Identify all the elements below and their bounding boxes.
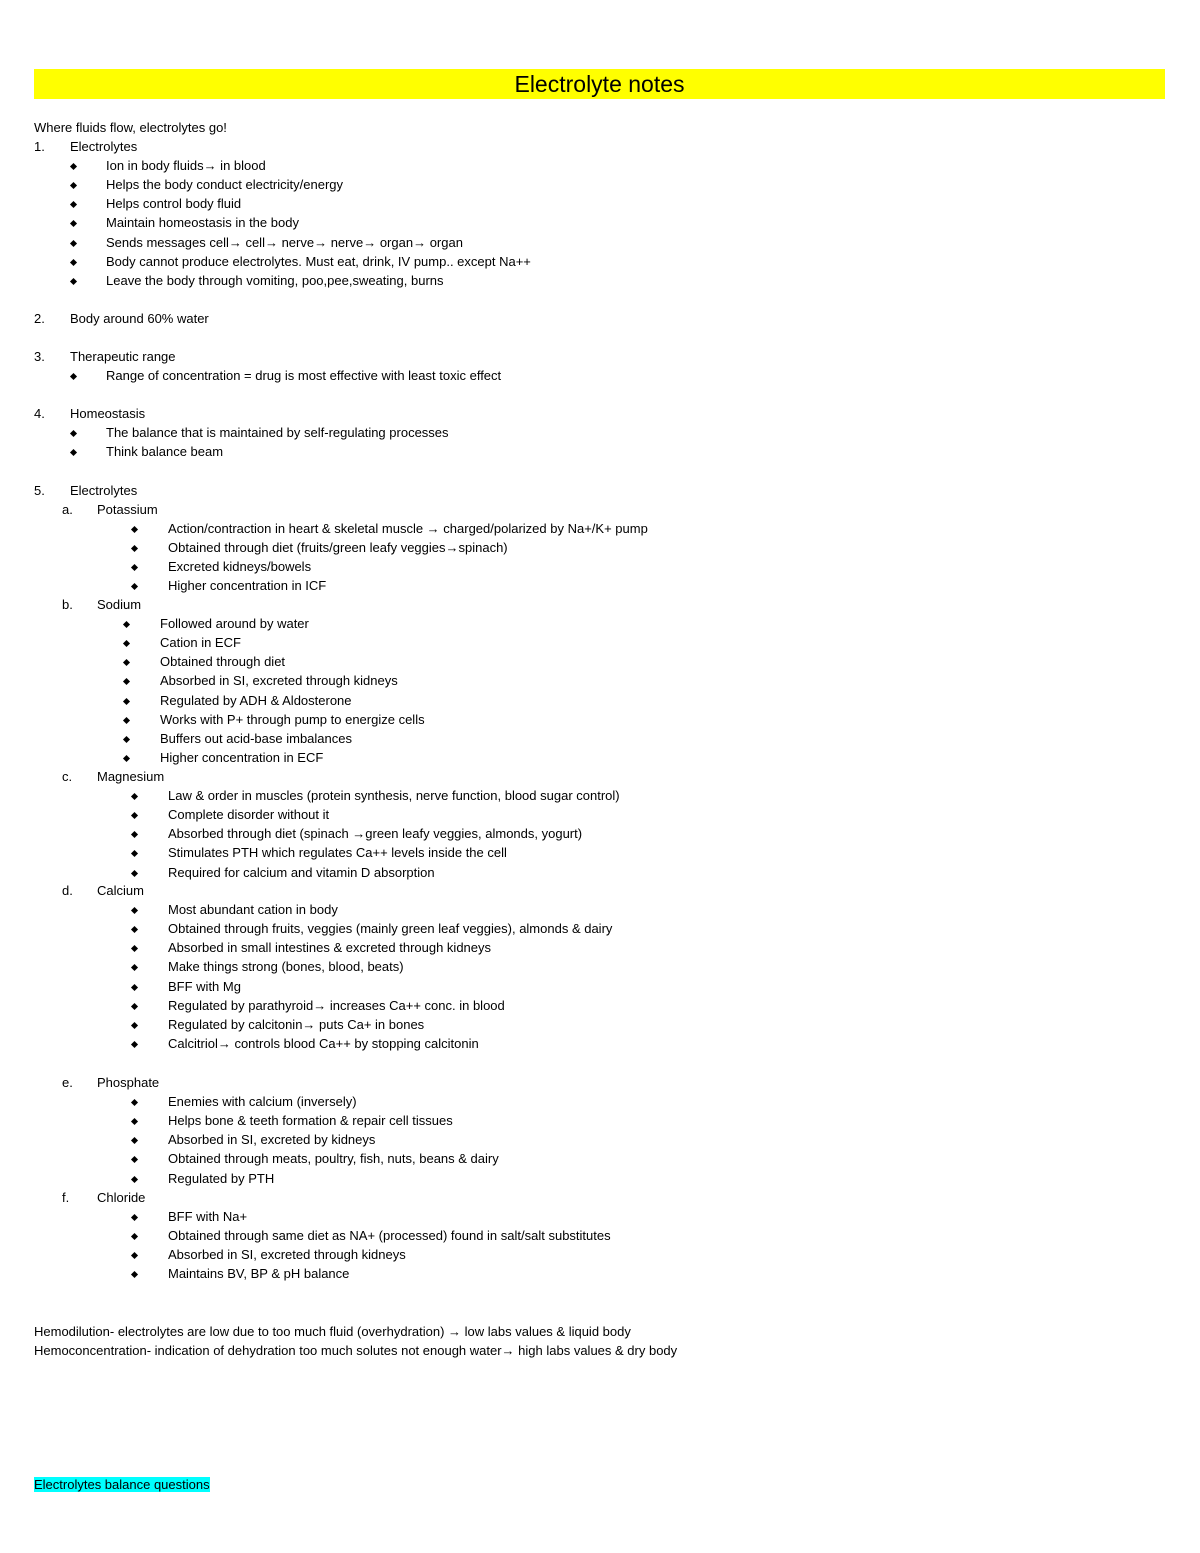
subsection-bullet: Obtained through meats, poultry, fish, nuts, beans & dairy (168, 1151, 499, 1167)
subsection-bullet: Regulated by calcitonin→ puts Ca+ in bones (168, 1016, 425, 1032)
bullet-icon (131, 1099, 138, 1106)
subsection-bullet: Followed around by water (160, 616, 309, 632)
subsection-bullet: Absorbed in SI, excreted through kidneys (168, 1247, 406, 1263)
bullet-icon (131, 831, 138, 838)
subsection-bullet: Most abundant cation in body (168, 902, 338, 918)
bullet-icon (131, 793, 138, 800)
section-bullet: Range of concentration = drug is most effective with least toxic effect (106, 368, 502, 384)
bullet-icon (123, 697, 130, 704)
section-bullet: Helps control body fluid (106, 196, 242, 212)
subsection-bullet: Make things strong (bones, blood, beats) (168, 959, 404, 975)
bullet-icon (70, 182, 77, 189)
section-bullet: Maintain homeostasis in the body (106, 215, 299, 231)
subsection-letter: b. (62, 597, 73, 612)
bullet-icon (131, 1156, 138, 1163)
section-bullet: Ion in body fluids→ in blood (106, 158, 266, 174)
bullet-icon (123, 640, 130, 647)
bullet-icon (123, 659, 130, 666)
subsection-bullet: Enemies with calcium (inversely) (168, 1094, 357, 1110)
subsection-bullet: Law & order in muscles (protein synthesis, nerve function, blood sugar control) (168, 788, 620, 804)
subsection-bullet: Obtained through diet (160, 654, 286, 670)
subsection-bullet: Buffers out acid-base imbalances (160, 730, 352, 746)
bullet-icon (131, 1137, 138, 1144)
subsection-bullet: Regulated by PTH (168, 1170, 275, 1186)
section-bullet: Sends messages cell→ cell→ nerve→ nerve→ organ→ organ (106, 234, 463, 250)
subsection-bullet: Cation in ECF (160, 635, 241, 651)
subsection-bullet: Higher concentration in ICF (168, 578, 327, 594)
footer-line-hemodilution: Hemodilution- electrolytes are low due to too much fluid (overhydration) → low labs values & liquid body (34, 1324, 631, 1339)
page-title: Electrolyte notes (34, 69, 1165, 99)
bullet-icon (70, 259, 77, 266)
subsection-bullet: Obtained through fruits, veggies (mainly green leaf veggies), almonds & dairy (168, 921, 613, 937)
bullet-icon (131, 869, 138, 876)
section-heading: Homeostasis (70, 406, 146, 421)
section-number: 4. (34, 406, 45, 421)
bullet-icon (131, 1003, 138, 1010)
section-heading: Body around 60% water (70, 311, 209, 326)
section-bullet: The balance that is maintained by self-regulating processes (106, 425, 449, 441)
subsection-bullet: Absorbed in small intestines & excreted through kidneys (168, 940, 492, 956)
section-bullet: Body cannot produce electrolytes. Must eat, drink, IV pump.. except Na++ (106, 253, 531, 269)
subsection-bullet: Regulated by ADH & Aldosterone (160, 692, 352, 708)
section-heading: Therapeutic range (70, 349, 176, 364)
subsection-letter: d. (62, 883, 73, 898)
subsection-bullet: Complete disorder without it (168, 807, 330, 823)
bullet-icon (131, 945, 138, 952)
bullet-icon (131, 1233, 138, 1240)
bullet-icon (70, 278, 77, 285)
subsection-letter: c. (62, 769, 73, 784)
subsection-bullet: Regulated by parathyroid→ increases Ca++ conc. in blood (168, 997, 505, 1013)
bullet-icon (131, 1022, 138, 1029)
subsection-bullet: Works with P+ through pump to energize cells (160, 711, 425, 727)
bullet-icon (70, 239, 77, 246)
subsection-bullet: Excreted kidneys/bowels (168, 559, 312, 575)
subsection-bullet: Action/contraction in heart & skeletal muscle → charged/polarized by Na+/K+ pump (168, 521, 648, 537)
subsection-bullet: Obtained through diet (fruits/green leafy veggies→spinach) (168, 540, 508, 556)
subsection-bullet: Absorbed in SI, excreted through kidneys (160, 673, 398, 689)
bullet-icon (123, 678, 130, 685)
subsection-bullet: Helps bone & teeth formation & repair cell tissues (168, 1113, 453, 1129)
bullet-icon (123, 717, 130, 724)
section-number: 1. (34, 139, 45, 154)
subsection-bullet: Required for calcium and vitamin D absorption (168, 864, 435, 880)
bullet-icon (131, 926, 138, 933)
section-heading: Electrolytes (70, 139, 138, 154)
footer-line-hemoconcentration: Hemoconcentration- indication of dehydration too much solutes not enough water→ high labs values & dry body (34, 1343, 678, 1358)
bullet-icon (131, 545, 138, 552)
bullet-icon (131, 812, 138, 819)
bullet-icon (131, 1118, 138, 1125)
subsection-bullet: Absorbed in SI, excreted by kidneys (168, 1132, 376, 1148)
bullet-icon (123, 621, 130, 628)
subsection-letter: f. (62, 1190, 70, 1205)
section-bullet: Leave the body through vomiting, poo,pee,sweating, burns (106, 272, 444, 288)
electrolytes-questions-link[interactable]: Electrolytes balance questions (34, 1477, 210, 1492)
bullet-icon (131, 983, 138, 990)
section-heading: Electrolytes (70, 483, 138, 498)
bullet-icon (131, 583, 138, 590)
bullet-icon (70, 449, 77, 456)
subsection-letter: a. (62, 502, 73, 517)
subsection-bullet: Calcitriol→ controls blood Ca++ by stopping calcitonin (168, 1035, 479, 1051)
bullet-icon (131, 1214, 138, 1221)
bullet-icon (131, 907, 138, 914)
section-number: 2. (34, 311, 45, 326)
subsection-bullet: Absorbed through diet (spinach →green leafy veggies, almonds, yogurt) (168, 826, 583, 842)
subsection-heading: Chloride (97, 1190, 146, 1205)
bullet-icon (70, 163, 77, 170)
subsection-heading: Magnesium (97, 769, 165, 784)
subsection-letter: e. (62, 1075, 73, 1090)
bullet-icon (131, 526, 138, 533)
subsection-heading: Phosphate (97, 1075, 160, 1090)
section-number: 3. (34, 349, 45, 364)
subsection-heading: Calcium (97, 883, 144, 898)
bullet-icon (131, 850, 138, 857)
bullet-icon (131, 1175, 138, 1182)
bullet-icon (131, 1041, 138, 1048)
subsection-heading: Potassium (97, 502, 158, 517)
bullet-icon (70, 373, 77, 380)
section-number: 5. (34, 483, 45, 498)
bullet-icon (131, 1271, 138, 1278)
section-bullet: Helps the body conduct electricity/energy (106, 177, 344, 193)
intro-line: Where fluids flow, electrolytes go! (34, 120, 227, 135)
subsection-bullet: Higher concentration in ECF (160, 749, 324, 765)
subsection-bullet: Obtained through same diet as NA+ (processed) found in salt/salt substitutes (168, 1228, 611, 1244)
bullet-icon (123, 755, 130, 762)
bullet-icon (70, 220, 77, 227)
bullet-icon (70, 201, 77, 208)
bullet-icon (123, 736, 130, 743)
bullet-icon (131, 964, 138, 971)
bullet-icon (131, 564, 138, 571)
bullet-icon (70, 430, 77, 437)
section-bullet: Think balance beam (106, 444, 224, 460)
subsection-bullet: BFF with Mg (168, 978, 241, 994)
subsection-heading: Sodium (97, 597, 142, 612)
subsection-bullet: BFF with Na+ (168, 1209, 248, 1225)
subsection-bullet: Stimulates PTH which regulates Ca++ levels inside the cell (168, 845, 507, 861)
subsection-bullet: Maintains BV, BP & pH balance (168, 1266, 350, 1282)
bullet-icon (131, 1252, 138, 1259)
